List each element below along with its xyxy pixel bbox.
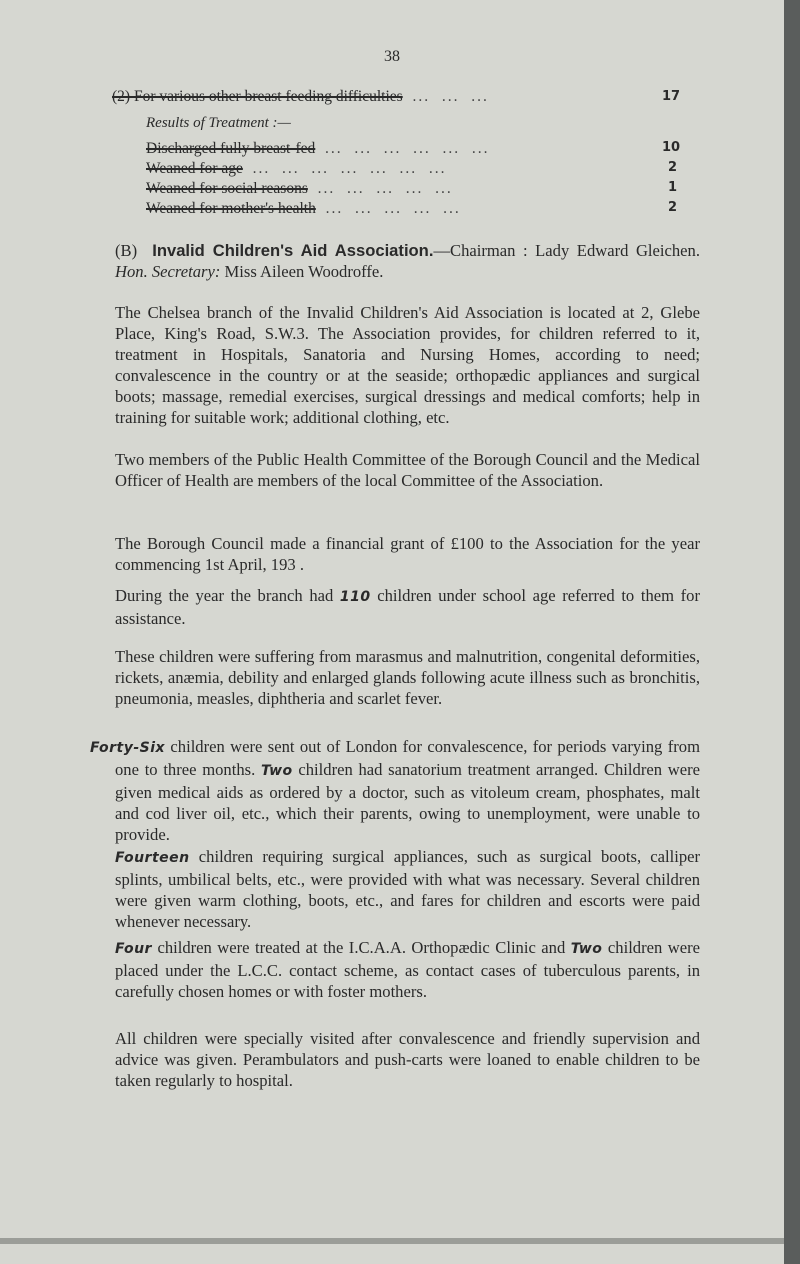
result-label: Weaned for age — [146, 160, 243, 177]
paragraph-text: children were sent out of London for convalescence, for periods varying from one to three months. — [115, 737, 700, 779]
paragraph-conditions: These children were suffering from marasmus and malnutrition, congenital deformities, rickets, anæmia, debility and enlarged glands following acute illness such as bronchitis, pneumonia, measles, diphtheria and scarlet fever. — [115, 647, 700, 708]
paragraph-grant: The Borough Council made a financial grant of £100 to the Association for the year commencing 1st April, 193 . — [115, 534, 700, 574]
result-value: 10 — [662, 140, 681, 155]
secretary-label: Hon. Secretary: — [115, 262, 221, 281]
paragraph-supervision: All children were specially visited after convalescence and friendly supervision and advice was given. Perambulators and push-carts were loaned to enable children to be taken regularly to hospital. — [115, 1029, 700, 1090]
section-b-chair: —Chairman : Lady Edward Gleichen. — [433, 241, 700, 260]
result-label: Weaned for mother's health — [146, 200, 316, 217]
result-value: 1 — [668, 180, 678, 195]
paragraph-convalescence — [90, 736, 700, 845]
paragraph-location: The Chelsea branch of the Invalid Children's Aid Association is located at 2, Glebe Place, King's Road, S.W.3. The Association provides, for children referred to it, treatment in Hospitals, Sanatoria and Nursing Homes, according to need; convalescence in the country or at the seaside; orthopædic appliances and surgical boots; massage, remedial exercises, surgical dressings and medical comforts; help in training for suitable work; additional clothing, etc. — [115, 303, 700, 427]
result-value: 2 — [668, 200, 678, 215]
page-edge-shadow — [784, 0, 800, 1264]
result-row: Weaned for social reasons ... ... ... ... ... — [146, 180, 453, 197]
paragraph-text: children were treated at the I.C.A.A. Orthopædic Clinic and — [157, 938, 566, 957]
result-value: 2 — [668, 160, 678, 175]
paragraph-referrals — [115, 585, 700, 629]
paragraph-clinic — [115, 937, 700, 1002]
section-b-title: Invalid Children's Aid Association. — [152, 241, 434, 260]
page-number: 38 — [384, 48, 400, 65]
list-item-2-label: (2) For various other breast feeding difficulties — [112, 88, 403, 105]
list-item-2: (2) For various other breast feeding difficulties ... ... ... — [112, 88, 495, 105]
paragraph-text: During the year the branch had — [115, 586, 334, 605]
result-row: Weaned for mother's health ... ... ... ... ... — [146, 200, 461, 217]
results-heading: Results of Treatment :— — [146, 115, 291, 131]
paragraph-text: children had sanatorium treatment arranged. Children were given medical aids as ordered by a doctor, such as vitoleum cream, phosphates, malt and cod liver oil, etc., which their parents, owing to unemployment, were unable to provide. — [115, 760, 700, 844]
list-item-2-value: 17 — [662, 89, 681, 104]
result-row: Weaned for age ... ... ... ... ... ... ... — [146, 160, 447, 177]
paragraph-text: children were placed under the L.C.C. contact scheme, as contact cases of tuberculous parents, in carefully chosen homes or with foster mothers. — [115, 938, 701, 1001]
paragraph-appliances — [115, 846, 700, 932]
paragraph-text: children requiring surgical appliances, such as surgical boots, calliper splints, umbilical belts, etc., were provided with what was necessary. Several children were given warm clothing, boots, etc., and fares for children and escorts were paid whenever necessary. — [115, 847, 701, 931]
paragraph-committee: Two members of the Public Health Committee of the Borough Council and the Medical Officer of Health are members of the local Committee of the Association. — [115, 450, 700, 490]
handwritten-figure: Two — [260, 763, 293, 779]
result-row: Discharged fully breast-fed ... ... ... ... ... ... — [146, 140, 490, 157]
handwritten-figure: Forty-Six — [90, 740, 166, 756]
result-label: Weaned for social reasons — [146, 180, 308, 197]
handwritten-figure: Fourteen — [115, 850, 190, 866]
handwritten-figure: Two — [570, 941, 603, 957]
section-b-prefix: (B) — [115, 241, 138, 260]
handwritten-figure: Four — [115, 941, 152, 957]
section-b-heading — [115, 240, 700, 282]
page-bottom-edge — [0, 1238, 784, 1244]
handwritten-figure: 110 — [339, 589, 371, 605]
paragraph-text: children under school age referred to them for assistance. — [115, 586, 700, 628]
result-label: Discharged fully breast-fed — [146, 140, 316, 157]
secretary-name: Miss Aileen Woodroffe. — [224, 262, 384, 281]
